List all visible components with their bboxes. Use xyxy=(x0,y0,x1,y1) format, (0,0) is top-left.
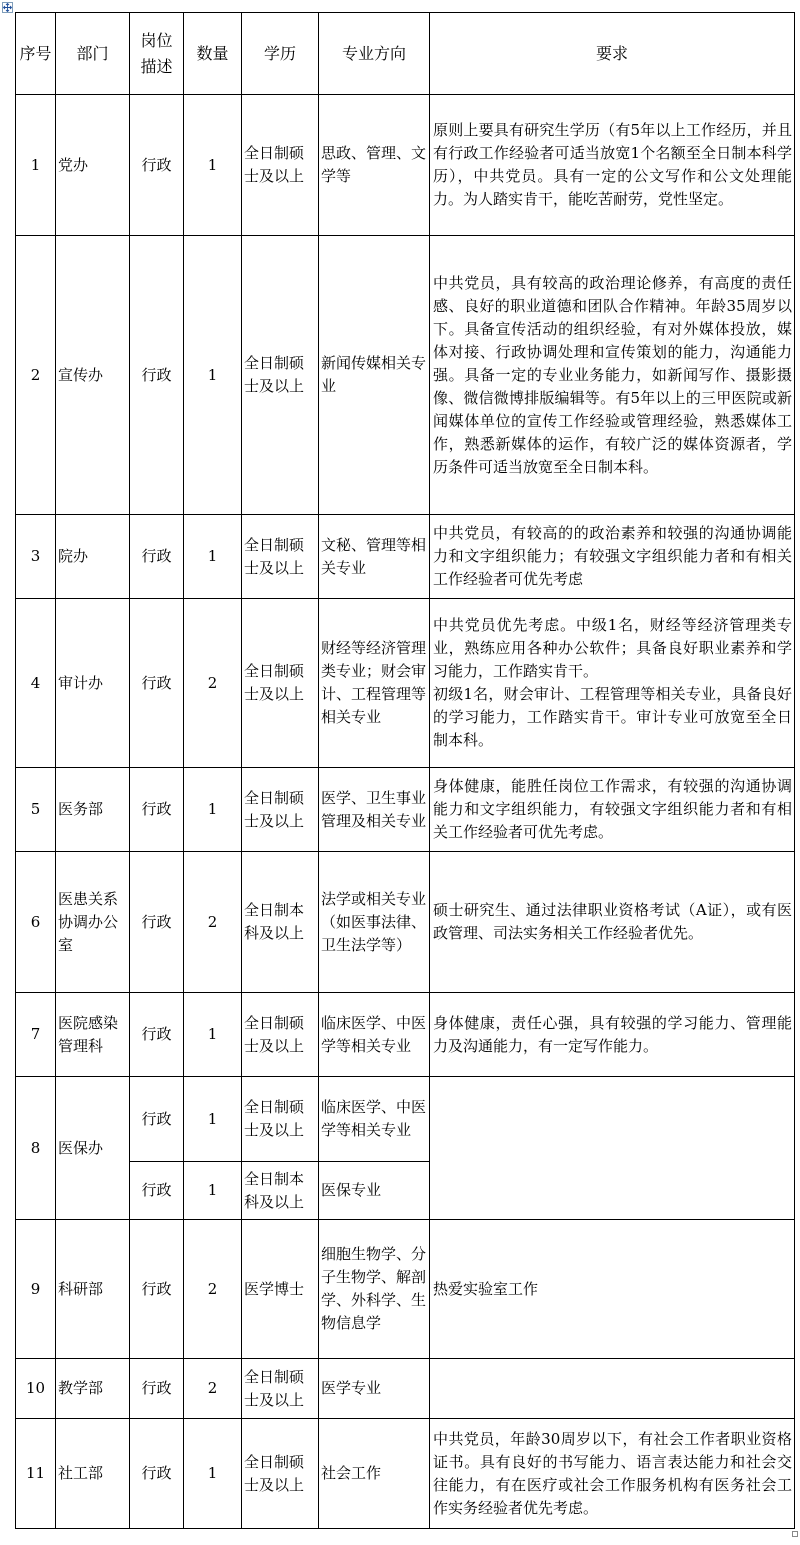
row-desc: 行政 xyxy=(130,1220,184,1359)
row-req: 原则上要具有研究生学历（有5年以上工作经历，并且有行政工作经验者可适当放宽1个名额至全日制本科学历），中共党员。具有一定的公文写作和公文处理能力。为人踏实肯干，能吃苦耐劳，党性坚定。 xyxy=(430,95,795,236)
row-major: 法学或相关专业（如医事法律、卫生法学等） xyxy=(319,852,430,993)
row-dept: 社工部 xyxy=(56,1419,130,1529)
table-row xyxy=(16,515,795,599)
row-dept: 党办 xyxy=(56,95,130,236)
row-major: 临床医学、中医学等相关专业 xyxy=(319,993,430,1077)
row-no: 6 xyxy=(16,852,56,993)
row-major: 医学、卫生事业管理及相关专业 xyxy=(319,768,430,852)
row-dept: 院办 xyxy=(56,515,130,599)
row-no: 2 xyxy=(16,236,56,515)
recruitment-table xyxy=(15,12,795,1529)
header-desc: 岗位描述 xyxy=(130,13,184,95)
row-desc: 行政 xyxy=(130,95,184,236)
row-qty: 2 xyxy=(184,599,242,768)
row-edu: 全日制硕士及以上 xyxy=(242,599,319,768)
row-desc: 行政 xyxy=(130,852,184,993)
row-req: 身体健康，能胜任岗位工作需求，有较强的沟通协调能力和文字组织能力，有较强文字组织能力者和有相关工作经验者可优先考虑。 xyxy=(430,768,795,852)
row-dept: 教学部 xyxy=(56,1359,130,1419)
table-row xyxy=(16,993,795,1077)
row-dept: 审计办 xyxy=(56,599,130,768)
row-req: 中共党员，有较高的的政治素养和较强的沟通协调能力和文字组织能力；有较强文字组织能力者和有相关工作经验者可优先考虑 xyxy=(430,515,795,599)
row-dept: 医务部 xyxy=(56,768,130,852)
table-move-handle[interactable] xyxy=(2,2,13,13)
row-dept: 医保办 xyxy=(56,1077,130,1220)
row-desc: 行政 xyxy=(130,236,184,515)
row-req: 热爱实验室工作 xyxy=(430,1220,795,1359)
row-qty: 1 xyxy=(184,993,242,1077)
table-row xyxy=(16,95,795,236)
row-req: 硕士研究生、通过法律职业资格考试（A证），或有医政管理、司法实务相关工作经验者优先。 xyxy=(430,852,795,993)
move-arrows-icon xyxy=(3,3,12,12)
row-no: 4 xyxy=(16,599,56,768)
header-no: 序号 xyxy=(16,13,56,95)
row-qty: 2 xyxy=(184,1359,242,1419)
table-row xyxy=(16,236,795,515)
row-req: 身体健康，责任心强，具有较强的学习能力、管理能力及沟通能力，有一定写作能力。 xyxy=(430,993,795,1077)
row-desc: 行政 xyxy=(130,993,184,1077)
row-major: 文秘、管理等相关专业 xyxy=(319,515,430,599)
row-edu: 全日制硕士及以上 xyxy=(242,1419,319,1529)
row-no: 3 xyxy=(16,515,56,599)
header-req: 要求 xyxy=(430,13,795,95)
row-no: 10 xyxy=(16,1359,56,1419)
table-row xyxy=(16,1359,795,1419)
row-no: 7 xyxy=(16,993,56,1077)
row-dept: 宣传办 xyxy=(56,236,130,515)
row-req: 中共党员，年龄30周岁以下，有社会工作者职业资格证书。具有良好的书写能力、语言表达能力和社会交往能力，有在医疗或社会工作服务机构有医务社会工作实务经验者优先考虑。 xyxy=(430,1419,795,1529)
row-qty: 2 xyxy=(184,1220,242,1359)
row-qty: 1 xyxy=(184,1077,242,1162)
row-desc: 行政 xyxy=(130,1077,184,1162)
row-major: 财经等经济管理类专业；财会审计、工程管理等相关专业 xyxy=(319,599,430,768)
row-major: 社会工作 xyxy=(319,1419,430,1529)
row-no: 5 xyxy=(16,768,56,852)
table-row xyxy=(16,1419,795,1529)
row-major: 医学专业 xyxy=(319,1359,430,1419)
table-row xyxy=(16,599,795,768)
row-dept: 医院感染管理科 xyxy=(56,993,130,1077)
table-row xyxy=(16,852,795,993)
row-no: 11 xyxy=(16,1419,56,1529)
table-resize-handle[interactable] xyxy=(792,1531,798,1537)
header-qty: 数量 xyxy=(184,13,242,95)
row-no: 1 xyxy=(16,95,56,236)
row-dept: 科研部 xyxy=(56,1220,130,1359)
row-desc: 行政 xyxy=(130,1359,184,1419)
row-major: 临床医学、中医学等相关专业 xyxy=(319,1077,430,1162)
row-edu: 全日制硕士及以上 xyxy=(242,768,319,852)
row-major: 医保专业 xyxy=(319,1162,430,1220)
table-row xyxy=(16,1077,795,1162)
row-qty: 1 xyxy=(184,236,242,515)
row-major: 思政、管理、文学等 xyxy=(319,95,430,236)
header-major: 专业方向 xyxy=(319,13,430,95)
row-req-part: 中共党员优先考虑。中级1名，财经等经济管理类专业，熟练应用各种办公软件；具备良好职业素养和学习能力，工作踏实肯干。 xyxy=(433,616,792,680)
row-desc: 行政 xyxy=(130,1162,184,1220)
row-desc: 行政 xyxy=(130,1419,184,1529)
row-edu: 全日制硕士及以上 xyxy=(242,993,319,1077)
row-no: 8 xyxy=(16,1077,56,1220)
row-desc: 行政 xyxy=(130,515,184,599)
table-row xyxy=(16,768,795,852)
row-qty: 1 xyxy=(184,95,242,236)
row-edu: 全日制硕士及以上 xyxy=(242,95,319,236)
row-major: 新闻传媒相关专业 xyxy=(319,236,430,515)
row-req xyxy=(430,1359,795,1419)
row-dept: 医患关系协调办公室 xyxy=(56,852,130,993)
row-desc: 行政 xyxy=(130,599,184,768)
row-qty: 1 xyxy=(184,768,242,852)
header-edu: 学历 xyxy=(242,13,319,95)
row-req-part: 初级1名，财会审计、工程管理等相关专业，具备良好的学习能力，工作踏实肯干。审计专业可放宽至全日制本科。 xyxy=(433,685,792,749)
row-major: 细胞生物学、分子生物学、解剖学、外科学、生物信息学 xyxy=(319,1220,430,1359)
row-edu: 全日制硕士及以上 xyxy=(242,515,319,599)
row-edu: 全日制本科及以上 xyxy=(242,852,319,993)
row-qty: 2 xyxy=(184,852,242,993)
row-desc: 行政 xyxy=(130,768,184,852)
row-edu: 全日制本科及以上 xyxy=(242,1162,319,1220)
row-edu: 全日制硕士及以上 xyxy=(242,1359,319,1419)
row-edu: 医学博士 xyxy=(242,1220,319,1359)
table-row xyxy=(16,1220,795,1359)
row-edu: 全日制硕士及以上 xyxy=(242,1077,319,1162)
row-req: 中共党员，具有较高的政治理论修养，有高度的责任感、良好的职业道德和团队合作精神。年龄35周岁以下。具备宣传活动的组织经验，有对外媒体投放，媒体对接、行政协调处理和宣传策划的能力，沟通能力强。具备一定的专业业务能力，如新闻写作、摄影摄像、微信微博排版编辑等。有5年以上的三甲医院或新闻媒体单位的宣传工作经验或管理经验，熟悉媒体工作，熟悉新媒体的运作，有较广泛的媒体资源者，学历条件可适当放宽至全日制本科。 xyxy=(430,236,795,515)
row-req xyxy=(430,1077,795,1220)
row-qty: 1 xyxy=(184,1419,242,1529)
header-row xyxy=(16,13,795,95)
header-dept: 部门 xyxy=(56,13,130,95)
row-edu: 全日制硕士及以上 xyxy=(242,236,319,515)
row-qty: 1 xyxy=(184,515,242,599)
row-req xyxy=(430,599,795,768)
row-no: 9 xyxy=(16,1220,56,1359)
row-qty: 1 xyxy=(184,1162,242,1220)
